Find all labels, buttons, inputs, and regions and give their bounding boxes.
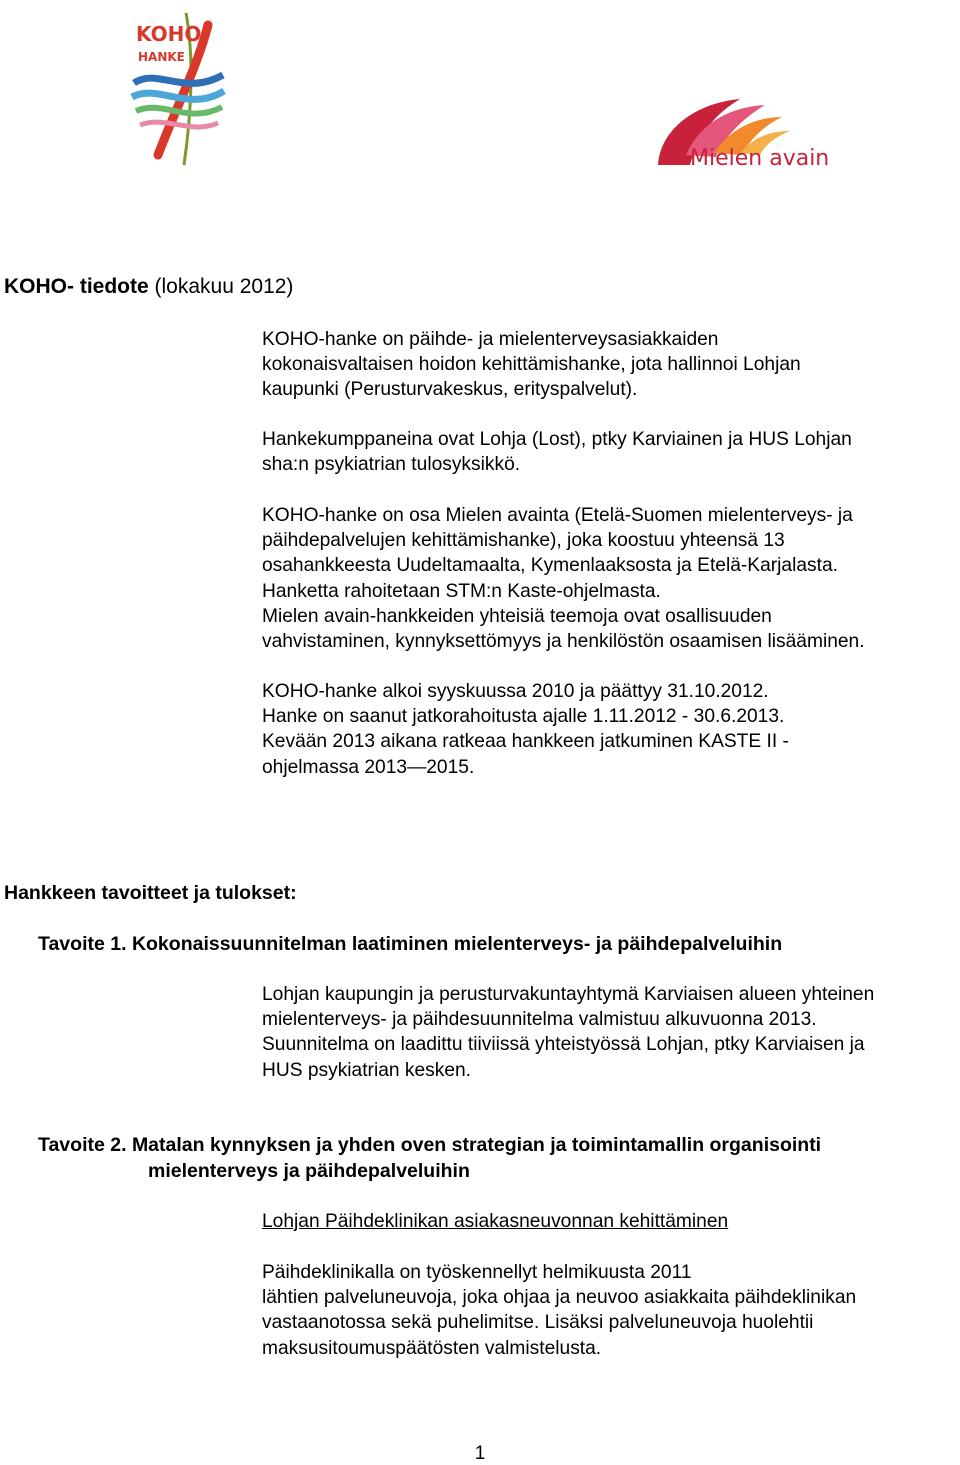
goal-1-heading xyxy=(38,931,782,957)
section-heading: Hankkeen tavoitteet ja tulokset: xyxy=(4,882,297,904)
goal-2-subheading: Lohjan Päihdeklinikan asiakasneuvonnan kehittäminen xyxy=(262,1211,729,1232)
koho-logo-text: KOHO xyxy=(136,22,202,46)
intro-paragraph-4: KOHO-hanke alkoi syyskuussa 2010 ja päättyy 31.10.2012. Hanke on saanut jatkorahoitusta ajalle 1.11.2012 - 30.6.2013. Kevään 2013 aikana ratkeaa hankkeen jatkuminen KASTE II - ohjelmassa 2013—2015. xyxy=(262,681,789,778)
intro-paragraph-3: KOHO-hanke on osa Mielen avainta (Etelä-Suomen mielenterveys- ja päihdepalvelujen kehittämishanke), joka koostuu yhteensä 13 osahankkeesta Uudeltamaalta, Kymenlaaksosta ja Etelä-Karjalasta. Hanketta rahoitetaan STM:n Kaste-ohjelmasta. Mielen avain-hankkeiden yhteisiä teemoja ovat osallisuuden vahvistaminen, kynnyksettömyys ja henkilöstön osaamisen lisääminen. xyxy=(262,505,865,653)
goal-2-body: Päihdeklinikalla on työskennellyt helmikuusta 2011 lähtien palveluneuvoja, joka ohjaa ja neuvoo asiakkaita päihdeklinikan vastaanotossa sekä puhelimitse. Lisäksi palveluneuvoja huolehtii maksusitoumuspäätösten valmistelusta. xyxy=(262,1262,857,1359)
title-bold: KOHO- tiedote xyxy=(4,275,149,298)
goal-2-heading xyxy=(38,1132,821,1158)
goal-1-title: Kokonaissuunnitelman laatiminen mielenterveys- ja päihdepalveluihin xyxy=(131,933,783,955)
goal-1-body: Lohjan kaupungin ja perusturvakuntayhtymä Karviaisen alueen yhteinen mielenterveys- ja päihdesuunnitelma valmistuu alkuvuonna 2013. Suunnitelma on laadittu tiiviissä yhteistyössä Lohjan, ptky Karviaisen ja HUS psykiatrian kesken. xyxy=(262,984,875,1081)
intro-paragraph-2: Hankekumppaneina ovat Lohja (Lost), ptky Karviainen ja HUS Lohjan sha:n psykiatrian tulosyksikkö. xyxy=(262,429,852,476)
koho-logo-graphic xyxy=(128,5,228,170)
page-number: 1 xyxy=(474,1443,486,1464)
intro-paragraph-1: KOHO-hanke on päihde- ja mielenterveysasiakkaiden kokonaisvaltaisen hoidon kehittämishanke, jota hallinnoi Lohjan kaupunki (Perusturvakeskus, erityspalvelut). xyxy=(262,329,801,401)
mielen-avain-logo xyxy=(650,95,885,175)
document-title xyxy=(4,275,293,299)
goal-2-title-line-2: mielenterveys ja päihdepalveluihin xyxy=(148,1160,470,1182)
koho-hanke-logo xyxy=(128,5,228,170)
title-date: (lokakuu 2012) xyxy=(148,275,294,298)
mielen-avain-logo-graphic xyxy=(650,95,885,175)
hanke-logo-text: HANKE xyxy=(138,50,185,64)
goal-2-label: Tavoite 2. xyxy=(38,1134,127,1156)
goal-2-title-line-1: Matalan kynnyksen ja yhden oven strategian ja toimintamallin organisointi xyxy=(131,1134,822,1156)
mielen-avain-logo-text: Mielen avain xyxy=(690,146,830,171)
goal-1-label: Tavoite 1. xyxy=(38,933,127,955)
